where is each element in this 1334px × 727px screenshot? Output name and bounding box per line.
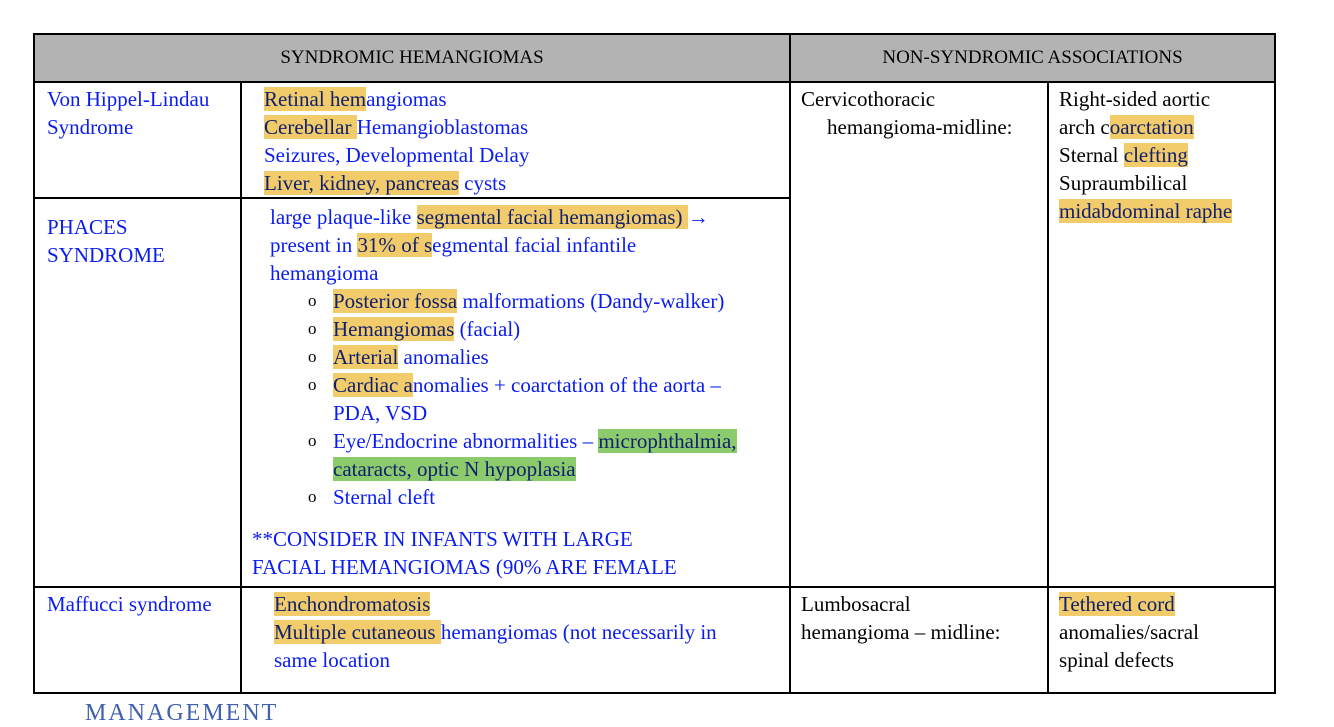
syndrome-features (241, 198, 790, 587)
highlighted-text: Hemangiomas (333, 317, 455, 341)
text-line (1059, 141, 1274, 169)
highlighted-text: 31% of s (357, 233, 433, 257)
text-segment: hemangiomas (not necessarily in (440, 620, 717, 644)
text-line (333, 287, 724, 315)
association-findings (1048, 82, 1275, 587)
circle-bullet-icon: o (308, 291, 317, 310)
bullet-item (252, 315, 789, 343)
highlighted-text: midabdominal raphe (1059, 199, 1233, 223)
text-line (270, 259, 789, 287)
text-line (264, 141, 789, 169)
text-line (1059, 85, 1274, 113)
text-line (333, 483, 435, 511)
text-segment: Right-sided aortic (1059, 87, 1211, 111)
highlighted-text: segmental facial hemangiomas) (416, 205, 688, 229)
highlighted-text: Multiple cutaneous (274, 620, 441, 644)
hemangioma-table (33, 33, 1276, 694)
bullet-item (252, 287, 789, 315)
text-segment: Seizures, Developmental Delay (264, 143, 530, 167)
association-label (790, 82, 1048, 587)
text-line (274, 590, 789, 618)
text-segment: arch c (1059, 115, 1110, 139)
association-label (790, 587, 1048, 693)
text-line (264, 169, 789, 197)
text-line (333, 343, 489, 371)
highlighted-text: microphthalmia, (598, 429, 737, 453)
highlighted-text: clefting (1123, 143, 1188, 167)
highlighted-text: Retinal hem (264, 87, 367, 111)
circle-bullet-icon: o (308, 347, 317, 366)
text-segment: spinal defects (1059, 648, 1174, 672)
text-line (270, 203, 789, 231)
text-segment: Eye/Endocrine abnormalities – (333, 429, 599, 453)
highlighted-text: oarctation (1109, 115, 1194, 139)
text-line (274, 646, 789, 674)
text-segment: (facial) (454, 317, 521, 341)
bullet-list (252, 287, 789, 511)
text-line (1059, 113, 1274, 141)
text-segment: hemangioma (270, 261, 379, 285)
bullet-item (252, 483, 789, 511)
circle-bullet-icon: o (308, 431, 317, 450)
bullet-item (252, 371, 789, 427)
text-segment: nomalies + coarctation of the aorta – (412, 373, 721, 397)
highlighted-text: Liver, kidney, pancreas (264, 171, 459, 195)
note-line: **CONSIDER IN INFANTS WITH LARGE (252, 527, 633, 551)
text-segment: Hemangioblastomas (356, 115, 529, 139)
text-line (264, 113, 789, 141)
text-segment: Sternal cleft (333, 485, 436, 509)
association-findings (1048, 587, 1275, 693)
text-line (1059, 646, 1274, 674)
syndrome-features (241, 587, 790, 693)
text-segment: egmental facial infantile (432, 233, 637, 257)
text-line (1059, 618, 1274, 646)
highlighted-text: cataracts, optic N hypoplasia (333, 457, 576, 481)
header-nonsyndromic: NON-SYNDROMIC ASSOCIATIONS (790, 34, 1275, 82)
bullet-item (252, 343, 789, 371)
highlighted-text: Enchondromatosis (274, 592, 431, 616)
bullet-item (252, 427, 789, 483)
highlighted-text: Tethered cord (1059, 592, 1175, 616)
label-line: Cervicothoracic (801, 87, 936, 111)
text-segment: same location (274, 648, 391, 672)
circle-bullet-icon: o (308, 375, 317, 394)
text-segment: present in (270, 233, 358, 257)
section-heading: MANAGEMENT (85, 700, 279, 726)
text-segment: PDA, VSD (333, 401, 428, 425)
highlighted-text: Arterial (333, 345, 399, 369)
text-line (333, 427, 737, 455)
text-segment: → (687, 205, 709, 229)
text-segment: Supraumbilical (1059, 171, 1188, 195)
text-line (333, 371, 721, 399)
text-segment: cysts (458, 171, 507, 195)
header-syndromic: SYNDROMIC HEMANGIOMAS (34, 34, 790, 82)
highlighted-text: Posterior fossa (333, 289, 458, 313)
text-segment: anomalies/sacral (1059, 620, 1199, 644)
text-segment: large plaque-like (270, 205, 417, 229)
text-line (1059, 590, 1274, 618)
text-line (333, 455, 737, 483)
syndrome-name: Maffucci syndrome (34, 587, 241, 693)
text-line (274, 618, 789, 646)
text-line (1059, 197, 1274, 225)
highlighted-text: Cerebellar (264, 115, 357, 139)
text-line (1059, 169, 1274, 197)
text-line (333, 399, 721, 427)
text-segment: anomalies (398, 345, 489, 369)
label-line: hemangioma – midline: (801, 620, 1001, 644)
note-line: FACIAL HEMANGIOMAS (90% ARE FEMALE (252, 555, 677, 579)
circle-bullet-icon: o (308, 319, 317, 338)
text-segment: malformations (Dandy-walker) (457, 289, 725, 313)
syndrome-name: Von Hippel-Lindau Syndrome (34, 82, 241, 198)
text-line (333, 315, 520, 343)
syndrome-features (241, 82, 790, 198)
note (252, 525, 789, 581)
text-line (270, 231, 789, 259)
label-line: Lumbosacral (801, 592, 911, 616)
syndrome-name: PHACES SYNDROME (34, 198, 241, 587)
text-segment: angiomas (366, 87, 447, 111)
circle-bullet-icon: o (308, 487, 317, 506)
text-segment: Sternal (1059, 143, 1124, 167)
label-line: hemangioma-midline: (827, 115, 1013, 139)
highlighted-text: Cardiac a (333, 373, 413, 397)
text-line (264, 85, 789, 113)
